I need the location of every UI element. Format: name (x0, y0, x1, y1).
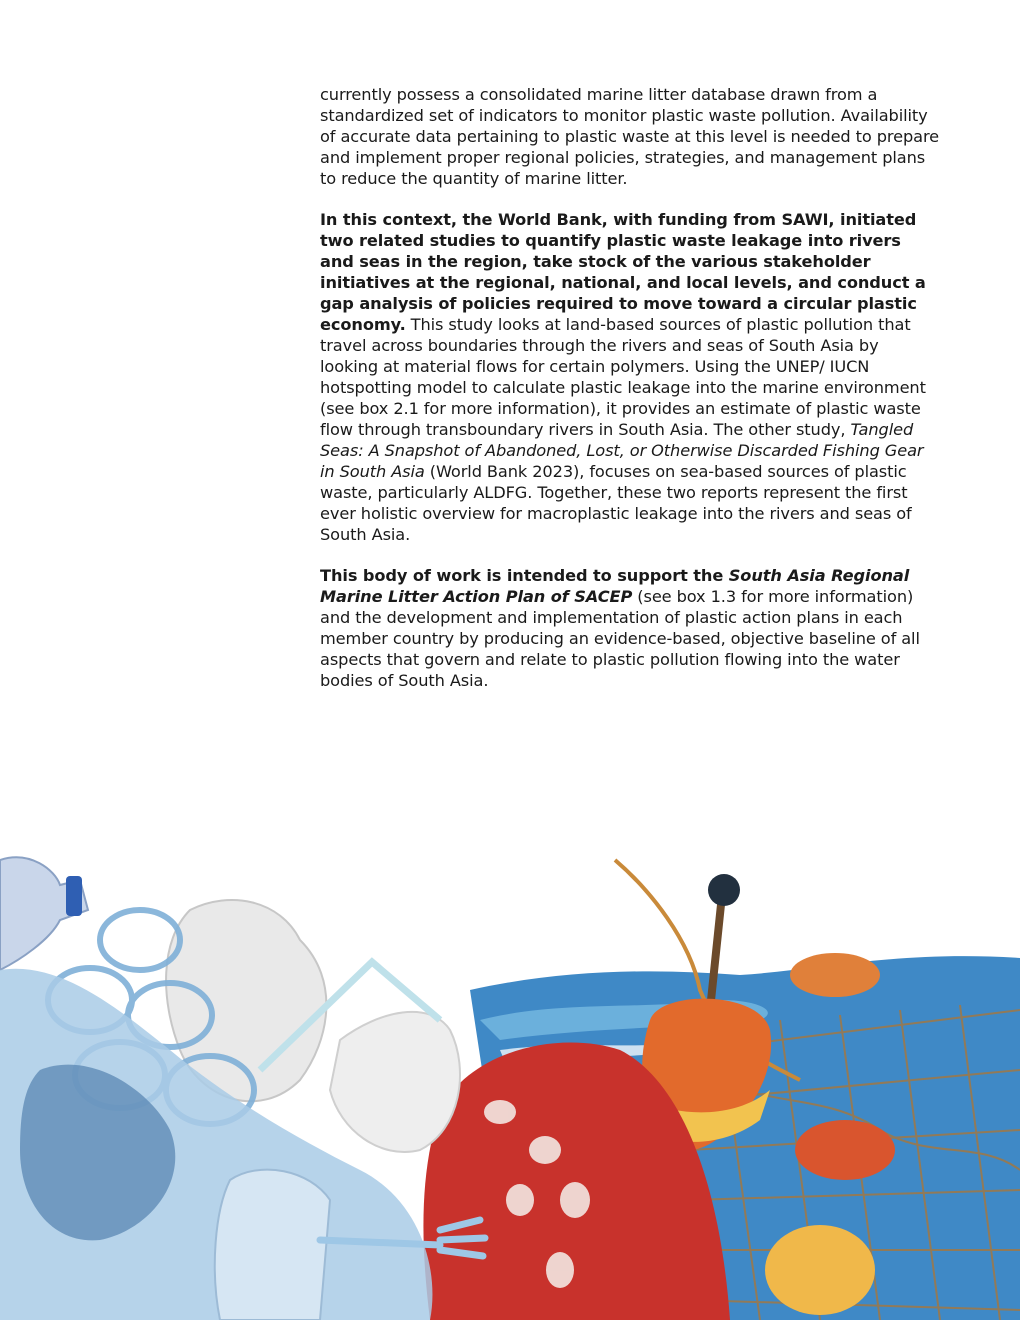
paragraph-sacep-support (320, 565, 940, 691)
marine-litter-illustration (0, 850, 1020, 1320)
text-run: This study looks at land-based sources of plastic pollution that travel across boundaries through the rivers and seas of South Asia by looking at material flows for certain polymers. Using the UNEP/ IUCN hotspotting model to calculate plastic leakage into the marine environment (see box 2.1 for more information), it provides an estimate of plastic waste flow through transboundary rivers in South Asia. The other study, (320, 315, 926, 439)
bobber-cap (708, 874, 740, 906)
body-text (320, 84, 940, 711)
text-run: (see box 1.3 for more information) and the development and implementation of plastic action plans in each member country by producing an evidence-based, objective baseline of all aspects that govern and relate to plastic pollution flowing into the water bodies of South Asia. (320, 587, 920, 690)
plastic-cup (215, 1170, 330, 1320)
text-run-italic-title: Tangled Seas: A Snapshot of Abandoned, Lost, or Otherwise Discarded Fishing Gear in South Asia (320, 420, 924, 481)
text-run: currently possess a consolidated marine litter database drawn from a standardized set of indicators to monitor plastic waste pollution. Availability of accurate data pertaining to plastic waste at this level is needed to prepare and implement proper regional policies, strategies, and management plans to reduce the quantity of marine litter. (320, 85, 940, 188)
bottle-cap (66, 876, 82, 916)
text-run-bold: In this context, the World Bank, with funding from SAWI, initiated two related studies to quantify plastic waste leakage into rivers and seas in the region, take stock of the various stakeholder initiatives at the regional, national, and local levels, and conduct a gap analysis of policies required to move toward a circular plastic economy. (320, 210, 926, 334)
red-float (795, 1120, 895, 1180)
paragraph-world-bank-studies (320, 209, 940, 545)
white-plastic-bag-2 (330, 1012, 460, 1152)
yellow-float (765, 1225, 875, 1315)
text-run-bold: This body of work is intended to support the (320, 566, 729, 585)
text-run: (World Bank 2023), focuses on sea-based sources of plastic waste, particularly ALDFG. Together, these two reports represent the first ever holistic overview for macroplastic leakage into the rivers and seas of South Asia. (320, 462, 912, 544)
orange-float (790, 953, 880, 997)
text-run-bold-italic: South Asia Regional Marine Litter Action Plan of SACEP (320, 566, 910, 606)
paragraph-data-gap (320, 84, 940, 189)
